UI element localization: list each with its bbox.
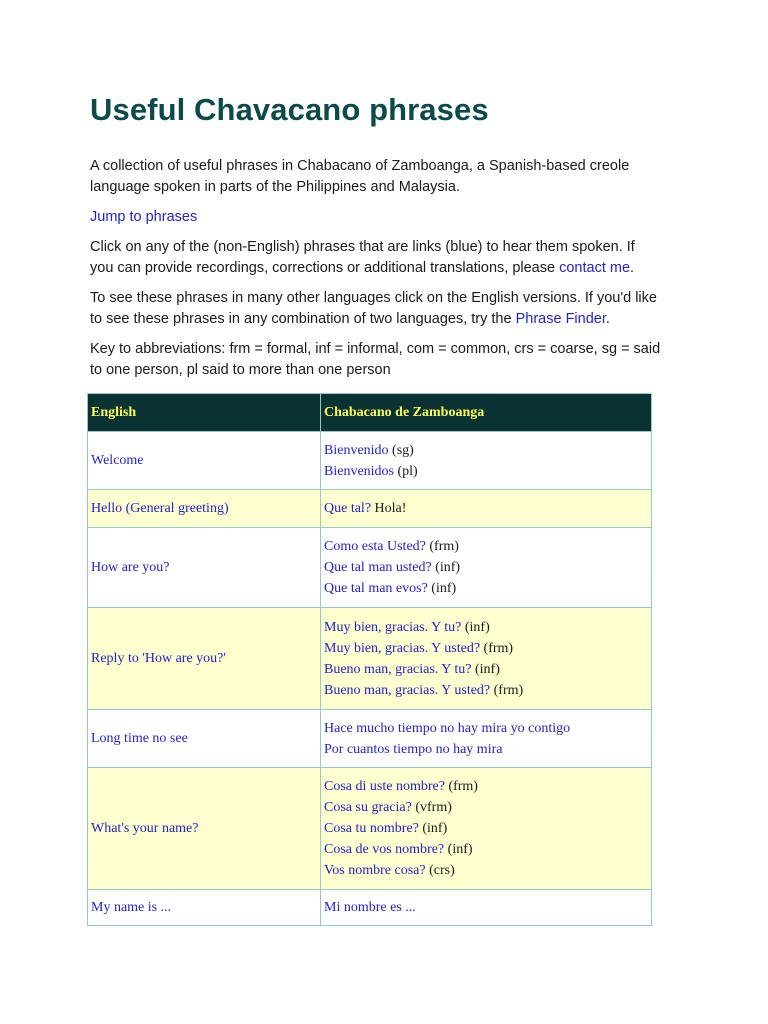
phrase-note: (inf) xyxy=(461,619,490,635)
chabacano-phrase-link[interactable]: Vos nombre cosa? xyxy=(324,863,426,878)
table-row xyxy=(88,768,652,890)
english-phrase-link[interactable]: My name is ... xyxy=(88,890,321,926)
chabacano-phrase-link[interactable]: Por cuantos tiempo no hay mira xyxy=(324,741,503,757)
english-phrase-link[interactable]: Hello (General greeting) xyxy=(88,490,321,528)
phrase-line xyxy=(324,659,648,680)
chabacano-phrase-link[interactable]: Cosa de vos nombre? xyxy=(324,842,445,857)
chabacano-phrase-link[interactable]: Muy bien, gracias. Y tu? xyxy=(324,619,462,635)
chabacano-cell xyxy=(321,528,652,608)
table-row xyxy=(88,608,652,710)
phrase-line xyxy=(324,818,648,839)
chabacano-phrase-link[interactable]: Mi nombre es ... xyxy=(324,900,416,915)
chabacano-phrase-link[interactable]: Hace mucho tiempo no hay mira yo contigo xyxy=(324,720,571,736)
english-phrase-link[interactable]: Long time no see xyxy=(88,710,321,768)
chabacano-phrase-link[interactable]: Cosa di uste nombre? xyxy=(324,779,445,794)
chabacano-phrase-link[interactable]: Como esta Usted? xyxy=(324,539,426,554)
phrase-line xyxy=(324,797,648,818)
phrase-finder-paragraph xyxy=(90,288,662,330)
phrase-line xyxy=(324,680,648,701)
intro-paragraph: A collection of useful phrases in Chabacano of Zamboanga, a Spanish-based creole language spoken in parts of the Philippines and Malaysia. xyxy=(90,158,630,195)
phrase-note: (inf) xyxy=(427,581,457,596)
chabacano-cell xyxy=(321,768,652,890)
chabacano-cell xyxy=(321,432,652,490)
phrases-table xyxy=(87,393,652,926)
phrase-note: (crs) xyxy=(425,863,455,878)
english-phrase-link[interactable]: What's your name? xyxy=(88,768,321,890)
phrase-line xyxy=(324,617,648,638)
chabacano-phrase-link[interactable]: Que tal man evos? xyxy=(324,581,428,596)
phrase-note: (pl) xyxy=(394,463,418,479)
phrase-note: (inf) xyxy=(418,821,448,836)
phrase-note: Hola! xyxy=(371,501,407,516)
table-row xyxy=(88,890,652,926)
phrase-line xyxy=(324,578,648,599)
phrase-line xyxy=(324,860,648,881)
english-phrase-link[interactable]: Welcome xyxy=(88,432,321,490)
phrase-note: (inf) xyxy=(471,661,500,677)
phrase-line xyxy=(324,461,648,482)
phrase-note: (frm) xyxy=(425,539,459,554)
phrase-line xyxy=(324,839,648,860)
page-content xyxy=(90,90,662,926)
phrase-note: (inf) xyxy=(444,842,473,857)
chabacano-cell xyxy=(321,710,652,768)
table-header-row xyxy=(88,394,652,432)
phrase-line xyxy=(324,536,648,557)
phrase-line xyxy=(324,440,648,461)
table-row xyxy=(88,490,652,528)
phrase-line xyxy=(324,897,648,918)
phrase-line xyxy=(324,718,648,739)
phrase-line xyxy=(324,739,648,760)
phrase-note: (frm) xyxy=(444,779,478,794)
instructions-paragraph xyxy=(90,237,662,279)
phrase-line xyxy=(324,638,648,659)
phrase-finder-link[interactable]: Phrase Finder xyxy=(515,311,606,327)
chabacano-cell xyxy=(321,608,652,710)
instructions-text: Click on any of the (non-English) phrases that are links (blue) to hear them spoken. If you can provide recordings, corrections or additional translations, please xyxy=(90,239,635,276)
page-title: Useful Chavacano phrases xyxy=(90,92,489,127)
jump-paragraph xyxy=(90,207,662,228)
chabacano-phrase-link[interactable]: Que tal man usted? xyxy=(324,560,432,575)
phrase-finder-text: To see these phrases in many other languages click on the English versions. If you'd like to see these phrases in any combination of two languages, try the xyxy=(90,290,657,327)
chabacano-phrase-link[interactable]: Cosa su gracia? xyxy=(324,800,412,815)
phrase-line xyxy=(324,498,648,519)
chabacano-phrase-link[interactable]: Muy bien, gracias. Y usted? xyxy=(324,640,481,656)
phrase-note: (vfrm) xyxy=(411,800,452,815)
header-english: English xyxy=(88,394,321,432)
table-body xyxy=(88,432,652,926)
chabacano-phrase-link[interactable]: Bienvenidos xyxy=(324,463,394,479)
instructions-end: . xyxy=(630,260,635,276)
phrase-note: (frm) xyxy=(490,682,524,698)
phrase-finder-end: . xyxy=(605,311,610,327)
abbreviations-key: Key to abbreviations: frm = formal, inf = informal, com = common, crs = coarse, sg = said to one person, pl said to more than one person xyxy=(90,341,661,378)
table-row xyxy=(88,432,652,490)
english-phrase-link[interactable]: How are you? xyxy=(88,528,321,608)
chabacano-phrase-link[interactable]: Bienvenido xyxy=(324,442,389,458)
english-phrase-link[interactable]: Reply to 'How are you?' xyxy=(88,608,321,710)
phrase-line xyxy=(324,776,648,797)
table-row xyxy=(88,528,652,608)
phrase-line xyxy=(324,557,648,578)
phrase-note: (frm) xyxy=(480,640,514,656)
chabacano-phrase-link[interactable]: Bueno man, gracias. Y usted? xyxy=(324,682,491,698)
chabacano-phrase-link[interactable]: Bueno man, gracias. Y tu? xyxy=(324,661,472,677)
header-chabacano: Chabacano de Zamboanga xyxy=(321,394,652,432)
chabacano-cell xyxy=(321,490,652,528)
chabacano-cell xyxy=(321,890,652,926)
table-row xyxy=(88,710,652,768)
chabacano-phrase-link[interactable]: Cosa tu nombre? xyxy=(324,821,419,836)
jump-to-phrases-link[interactable]: Jump to phrases xyxy=(90,209,198,225)
chabacano-phrase-link[interactable]: Que tal? xyxy=(324,501,372,516)
contact-me-link[interactable]: contact me xyxy=(559,260,631,276)
phrase-note: (sg) xyxy=(388,442,414,458)
phrase-note: (inf) xyxy=(431,560,461,575)
